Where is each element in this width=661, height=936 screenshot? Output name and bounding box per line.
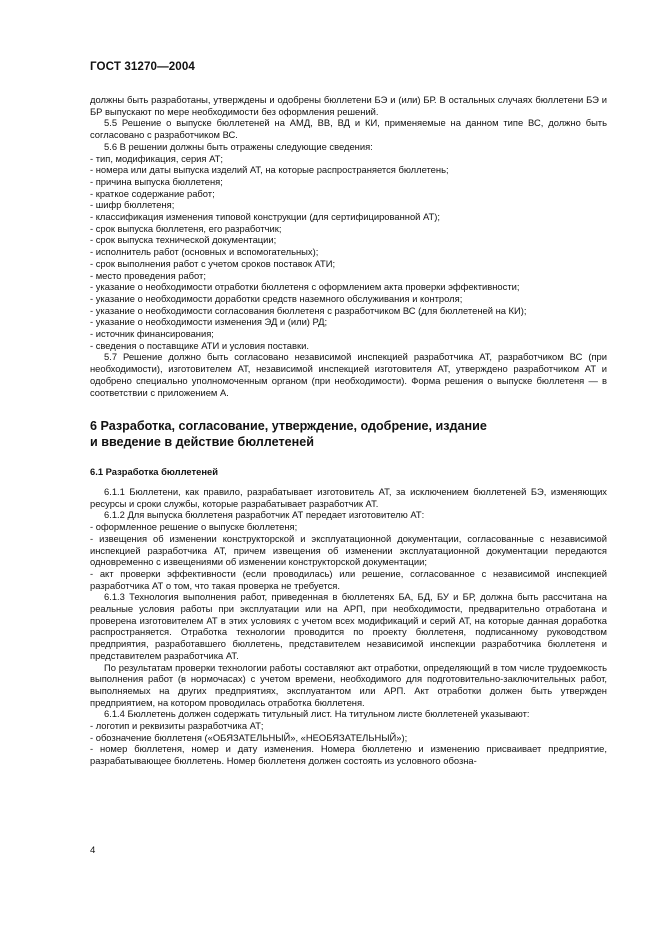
list-item: - тип, модификация, серия АТ; (90, 152, 223, 164)
paragraph-5-5: 5.5 Решение о выпуске бюллетеней на АМД, ВВ, ВД и КИ, применяемые на данном типе ВС, должно быть согласовано с разработчиком ВС. (90, 117, 607, 141)
paragraph-5-7: 5.7 Решение должно быть согласовано независимой инспекцией разработчика АТ, разработчиком ВС (при необходимости), изготовителем АТ, независимой инспекцией изготовителя АТ, утверждено разработчиком АТ и одобрено специально уполномоченным органом (при необходимости). Форма решения о выпуске бюллетеня — в соответствии с приложением А. (90, 351, 607, 398)
list-item: - сведения о поставщике АТИ и условия поставки. (90, 339, 309, 351)
list-item: - акт проверки эффективности (если проводилась) или решение, согласованное с независимой инспекцией разработчика АТ о том, что такая проверка не требуется. (90, 567, 607, 591)
section-6-heading (90, 418, 607, 450)
list-item: - номера или даты выпуска изделий АТ, на которые распространяется бюллетень; (90, 164, 449, 176)
list-item: - указание о необходимости изменения ЭД и (или) РД; (90, 316, 328, 328)
list-item: - извещения об изменении конструкторской и эксплуатационной документации, согласованные с независимой инспекцией разработчика АТ, причем извещения об изменении эксплуатационной документации передаются одновременно с извещениями об изменении конструкторской документации; (90, 532, 607, 568)
paragraph-results: По результатам проверки технологии работы составляют акт отработки, определяющий в том числе трудоемкость выполнения работ (в нормочасах) с учетом времени, необходимого для подготовительно-заключительных работ, выполняемых на других предприятиях, эксплуатантом или АРП. Акт отработки должен быть утвержден предприятием, на котором проводилась отработка бюллетеня. (90, 661, 607, 708)
page-number: 4 (90, 845, 96, 856)
list-item: - номер бюллетеня, номер и дату изменения. Номера бюллетеню и изменению присваивает предприятие, разрабатывающее бюллетень. Номер бюллетеня должен состоять из условного обозна- (90, 743, 607, 767)
list-item: - срок выпуска технической документации; (90, 234, 277, 246)
list-item: - оформленное решение о выпуске бюллетеня; (90, 521, 298, 533)
list-item: - место проведения работ; (90, 269, 206, 281)
list-item: - срок выполнения работ с учетом сроков поставок АТИ; (90, 257, 336, 269)
section-6-heading-line1: 6 Разработка, согласование, утверждение, одобрение, издание (90, 419, 487, 434)
list-item: - обозначение бюллетеня («ОБЯЗАТЕЛЬНЫЙ», «НЕОБЯЗАТЕЛЬНЫЙ»); (90, 731, 408, 743)
list-item: - краткое содержание работ; (90, 187, 215, 199)
list-item: - указание о необходимости доработки средств наземного обслуживания и контроля; (90, 292, 463, 304)
list-item: - источник финансирования; (90, 328, 214, 340)
subsection-6-1-heading: 6.1 Разработка бюллетеней (90, 466, 218, 478)
paragraph-6-1-4: 6.1.4 Бюллетень должен содержать титульный лист. На титульном листе бюллетеней указывают: (104, 708, 530, 720)
paragraph-5-6: 5.6 В решении должны быть отражены следующие сведения: (104, 140, 373, 152)
standard-header: ГОСТ 31270—2004 (90, 60, 195, 73)
list-item: - исполнитель работ (основных и вспомогательных); (90, 246, 319, 258)
list-item: - классификация изменения типовой конструкции (для сертифицированной АТ); (90, 211, 440, 223)
list-item: - шифр бюллетеня; (90, 199, 175, 211)
list-item: - срок выпуска бюллетеня, его разработчик; (90, 222, 282, 234)
document-body (90, 94, 607, 767)
list-item: - указание о необходимости отработки бюллетеня с оформлением акта проверки эффективности; (90, 281, 520, 293)
list-item: - указание о необходимости согласования бюллетеня с разработчиком ВС (для бюллетеней на КИ); (90, 304, 527, 316)
list-item: - причина выпуска бюллетеня; (90, 175, 223, 187)
paragraph-6-1-2: 6.1.2 Для выпуска бюллетеня разработчик АТ передает изготовителю АТ: (104, 509, 425, 521)
paragraph-6-1-1: 6.1.1 Бюллетени, как правило, разрабатывает изготовитель АТ, за исключением бюллетеней БЭ, изменяющих ресурсы и сроки службы, которые разрабатывает разработчик АТ. (90, 485, 607, 509)
paragraph-6-1-3: 6.1.3 Технология выполнения работ, приведенная в бюллетенях БА, БД, БУ и БР, должна быть рассчитана на реальные условия работы при эксплуатации или на АРП, при необходимости, предварительно отработана и проверена изготовителем АТ в этих условиях с учетом всех модификаций и серий АТ, на которые данная доработка распространяется. Отработка технологии проводится по проекту бюллетеня, подписанному руководством предприятия, разработавшего бюллетень, представителем независимой инспекции разработчика бюллетеня и представителем разработчика АТ. (90, 591, 607, 661)
paragraph-continuation: должны быть разработаны, утверждены и одобрены бюллетени БЭ и (или) БР. В остальных случаях бюллетени БЭ и БР выпускают по мере необходимости без оформления решений. (90, 94, 607, 117)
list-item: - логотип и реквизиты разработчика АТ; (90, 720, 264, 732)
section-6-heading-line2: и введение в действие бюллетеней (90, 435, 314, 450)
